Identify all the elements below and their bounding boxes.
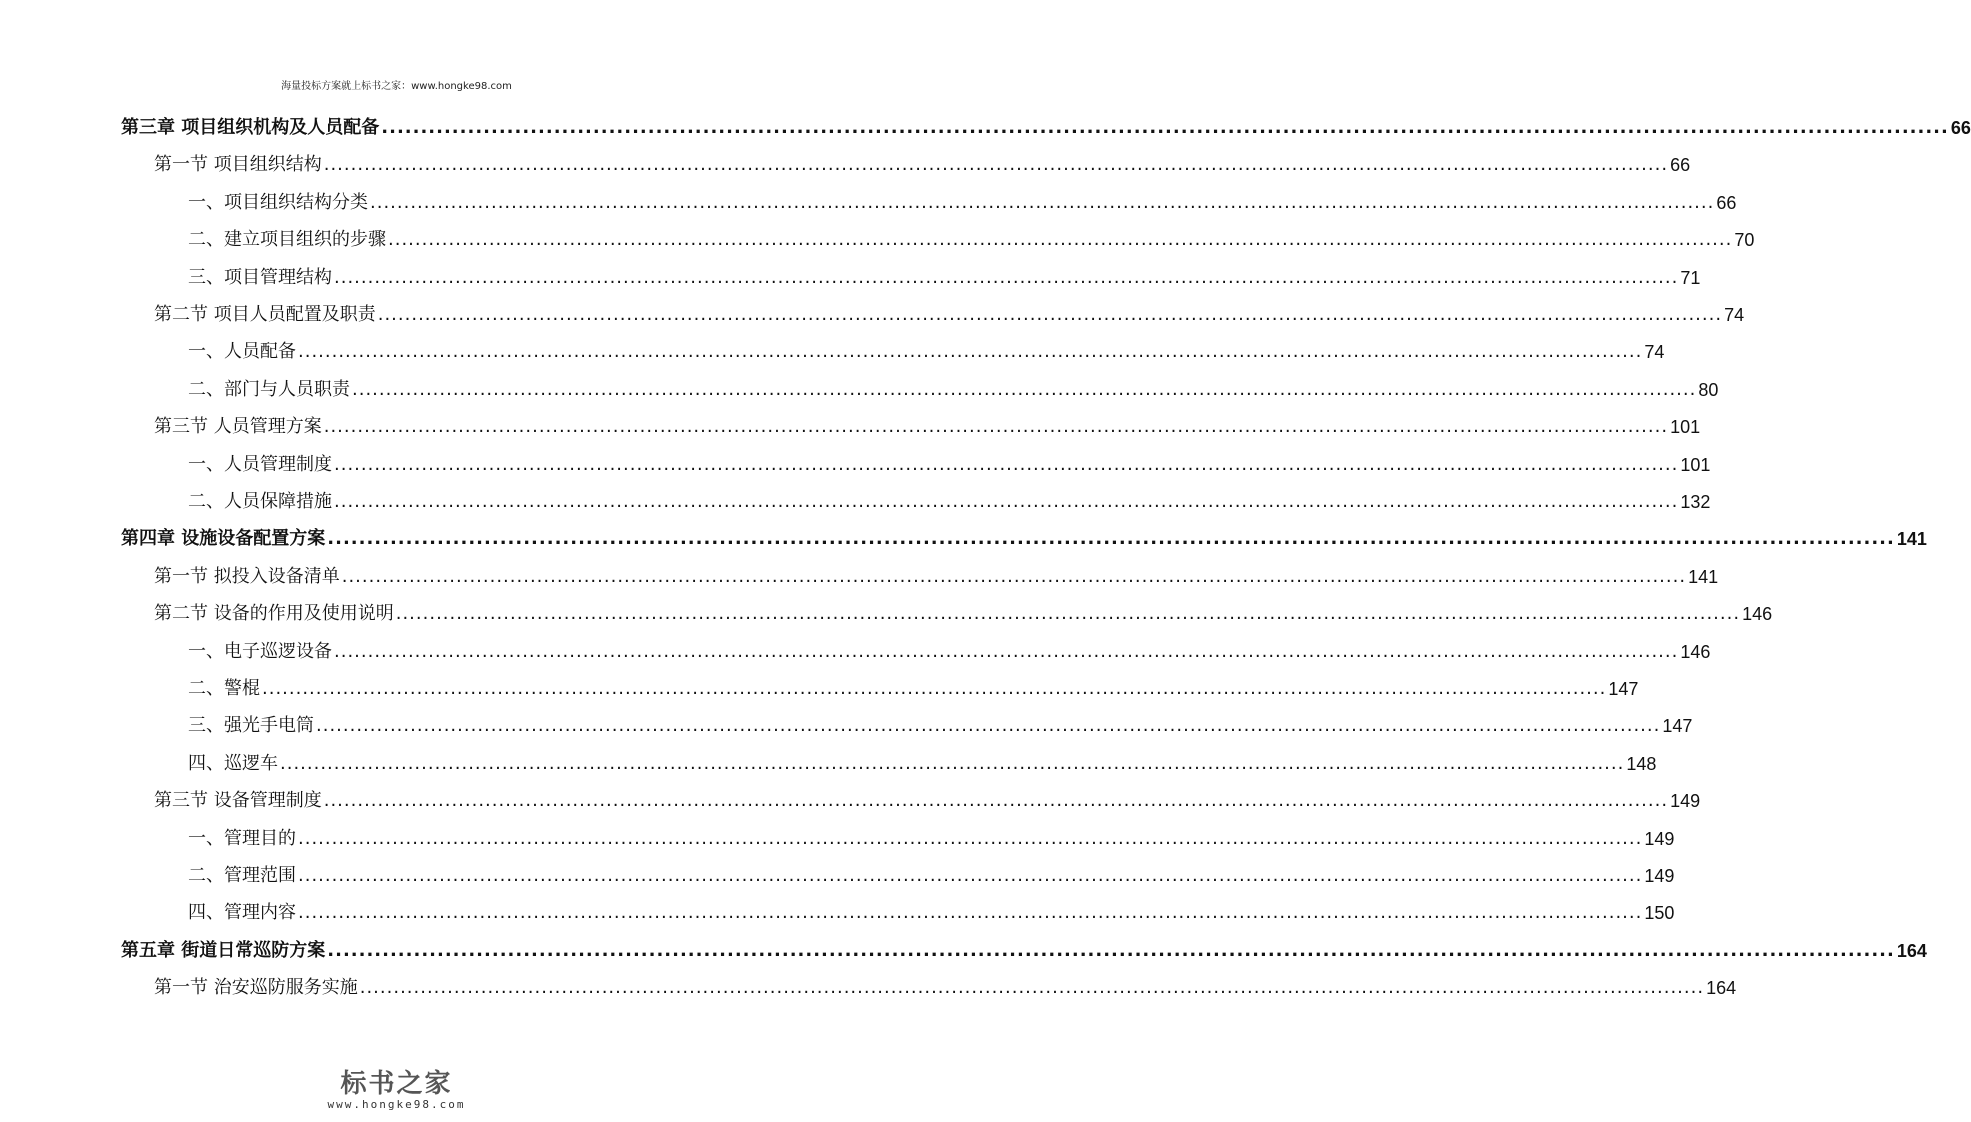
toc-entry-item[interactable]: [188, 639, 1711, 665]
toc-page-number: 70: [1734, 230, 1755, 250]
toc-entry-item[interactable]: [188, 900, 1675, 926]
toc-dot-leader: ........................................................................................................................................................................................................: [280, 753, 1625, 774]
toc-dot-leader: ........................................................................................................................................................................................................: [298, 341, 1643, 362]
toc-page-number: 141: [1688, 567, 1719, 587]
toc-page-number: 164: [1896, 941, 1927, 961]
toc-entry-section[interactable]: [154, 788, 1701, 814]
toc-dot-leader: ........................................................................................................................................................................................................: [262, 678, 1607, 699]
toc-entry-title: 一、人员管理制度: [188, 454, 332, 475]
toc-dot-leader: ........................................................................................................................................................................................................: [341, 566, 1687, 587]
toc-entry-title: 第二节 项目人员配置及职责: [154, 304, 376, 325]
toc-dot-leader: ........................................................................................................................................................................................................: [327, 528, 1895, 549]
toc-entry-section[interactable]: [154, 302, 1745, 328]
toc-entry-item[interactable]: [188, 190, 1737, 216]
toc-page-number: 149: [1644, 866, 1675, 886]
toc-page-number: 80: [1698, 380, 1719, 400]
toc-page-number: 164: [1706, 978, 1737, 998]
toc-page-number: 101: [1680, 455, 1711, 475]
footer-logo-text: 标书之家: [340, 1069, 453, 1099]
toc-dot-leader: ........................................................................................................................................................................................................: [323, 154, 1669, 175]
toc-page-number: 74: [1644, 342, 1665, 362]
toc-entry-title: 第一节 项目组织结构: [154, 154, 322, 175]
toc-entry-title: 二、建立项目组织的步骤: [188, 229, 386, 250]
toc-dot-leader: ........................................................................................................................................................................................................: [359, 977, 1705, 998]
toc-entry-title: 四、巡逻车: [188, 753, 278, 774]
toc-entry-item[interactable]: [188, 863, 1675, 889]
toc-page-number: 66: [1670, 155, 1691, 175]
toc-entry-title: 三、强光手电筒: [188, 715, 314, 736]
toc-dot-leader: ........................................................................................................................................................................................................: [334, 267, 1679, 288]
toc-entry-title: 第一节 治安巡防服务实施: [154, 977, 358, 998]
toc-entry-item[interactable]: [188, 452, 1711, 478]
footer-url: www.hongke98.com: [327, 1098, 466, 1111]
toc-page-number: 66: [1716, 193, 1737, 213]
toc-entry-item[interactable]: [188, 339, 1665, 365]
toc-entry-item[interactable]: [188, 227, 1755, 253]
toc-entry-title: 第三章 项目组织机构及人员配备: [121, 117, 380, 138]
toc-entry-item[interactable]: [188, 377, 1719, 403]
toc-entry-title: 第三节 人员管理方案: [154, 416, 322, 437]
toc-entry-section[interactable]: [154, 564, 1719, 590]
toc-entry-item[interactable]: [188, 713, 1693, 739]
toc-entry-title: 一、人员配备: [188, 341, 296, 362]
toc-entry-title: 第五章 街道日常巡防方案: [121, 940, 326, 961]
toc-entry-title: 三、项目管理结构: [188, 267, 332, 288]
toc-entry-section[interactable]: [154, 414, 1701, 440]
toc-dot-leader: ........................................................................................................................................................................................................: [334, 641, 1679, 662]
toc-entry-title: 四、管理内容: [188, 902, 296, 923]
toc-entry-title: 第一节 拟投入设备清单: [154, 566, 340, 587]
toc-entry-title: 第四章 设施设备配置方案: [121, 528, 326, 549]
toc-page-number: 149: [1644, 829, 1675, 849]
toc-page-number: 147: [1608, 679, 1639, 699]
toc-page-number: 71: [1680, 268, 1701, 288]
toc-entry-title: 一、管理目的: [188, 828, 296, 849]
page-header: 海量投标方案就上标书之家：www.hongke98.com: [281, 81, 512, 92]
toc-dot-leader: ........................................................................................................................................................................................................: [316, 715, 1661, 736]
toc-entry-title: 二、警棍: [188, 678, 260, 699]
toc-entry-item[interactable]: [188, 826, 1675, 852]
toc-entry-item[interactable]: [188, 676, 1639, 702]
toc-entry-item[interactable]: [188, 751, 1657, 777]
toc-dot-leader: ........................................................................................................................................................................................................: [370, 192, 1715, 213]
toc-page-number: 147: [1662, 716, 1693, 736]
toc-entry-title: 一、电子巡逻设备: [188, 641, 332, 662]
toc-page-number: 101: [1670, 417, 1701, 437]
toc-dot-leader: ........................................................................................................................................................................................................: [323, 790, 1669, 811]
toc-dot-leader: ........................................................................................................................................................................................................: [327, 940, 1895, 961]
toc-dot-leader: ........................................................................................................................................................................................................: [388, 229, 1733, 250]
toc-page-number: 149: [1670, 791, 1701, 811]
toc-entry-title: 二、人员保障措施: [188, 491, 332, 512]
toc-dot-leader: ........................................................................................................................................................................................................: [334, 491, 1679, 512]
toc-entry-chapter[interactable]: [121, 526, 1927, 552]
toc-entry-item[interactable]: [188, 265, 1701, 291]
toc-entry-title: 二、管理范围: [188, 865, 296, 886]
toc-dot-leader: ........................................................................................................................................................................................................: [298, 865, 1643, 886]
toc-entry-title: 二、部门与人员职责: [188, 379, 350, 400]
toc-dot-leader: ........................................................................................................................................................................................................: [381, 117, 1949, 138]
toc-page-number: 146: [1680, 642, 1711, 662]
toc-dot-leader: ........................................................................................................................................................................................................: [352, 379, 1697, 400]
toc-entry-section[interactable]: [154, 152, 1691, 178]
toc-dot-leader: ........................................................................................................................................................................................................: [298, 902, 1643, 923]
toc-page-number: 66: [1950, 118, 1971, 138]
toc-dot-leader: ........................................................................................................................................................................................................: [334, 454, 1679, 475]
toc-entry-title: 第三节 设备管理制度: [154, 790, 322, 811]
toc-entry-item[interactable]: [188, 489, 1711, 515]
toc-page-number: 74: [1724, 305, 1745, 325]
toc-entry-title: 一、项目组织结构分类: [188, 192, 368, 213]
toc-page-number: 150: [1644, 903, 1675, 923]
toc-entry-chapter[interactable]: [121, 115, 1971, 141]
toc-dot-leader: ........................................................................................................................................................................................................: [395, 603, 1741, 624]
toc-dot-leader: ........................................................................................................................................................................................................: [323, 416, 1669, 437]
toc-dot-leader: ........................................................................................................................................................................................................: [377, 304, 1723, 325]
toc-entry-section[interactable]: [154, 601, 1773, 627]
toc-page-number: 132: [1680, 492, 1711, 512]
toc-entry-chapter[interactable]: [121, 938, 1927, 964]
toc-entry-section[interactable]: [154, 975, 1737, 1001]
toc-entry-title: 第二节 设备的作用及使用说明: [154, 603, 394, 624]
toc-page-number: 146: [1742, 604, 1773, 624]
toc-page-number: 148: [1626, 754, 1657, 774]
toc-dot-leader: ........................................................................................................................................................................................................: [298, 828, 1643, 849]
toc-page-number: 141: [1896, 529, 1927, 549]
